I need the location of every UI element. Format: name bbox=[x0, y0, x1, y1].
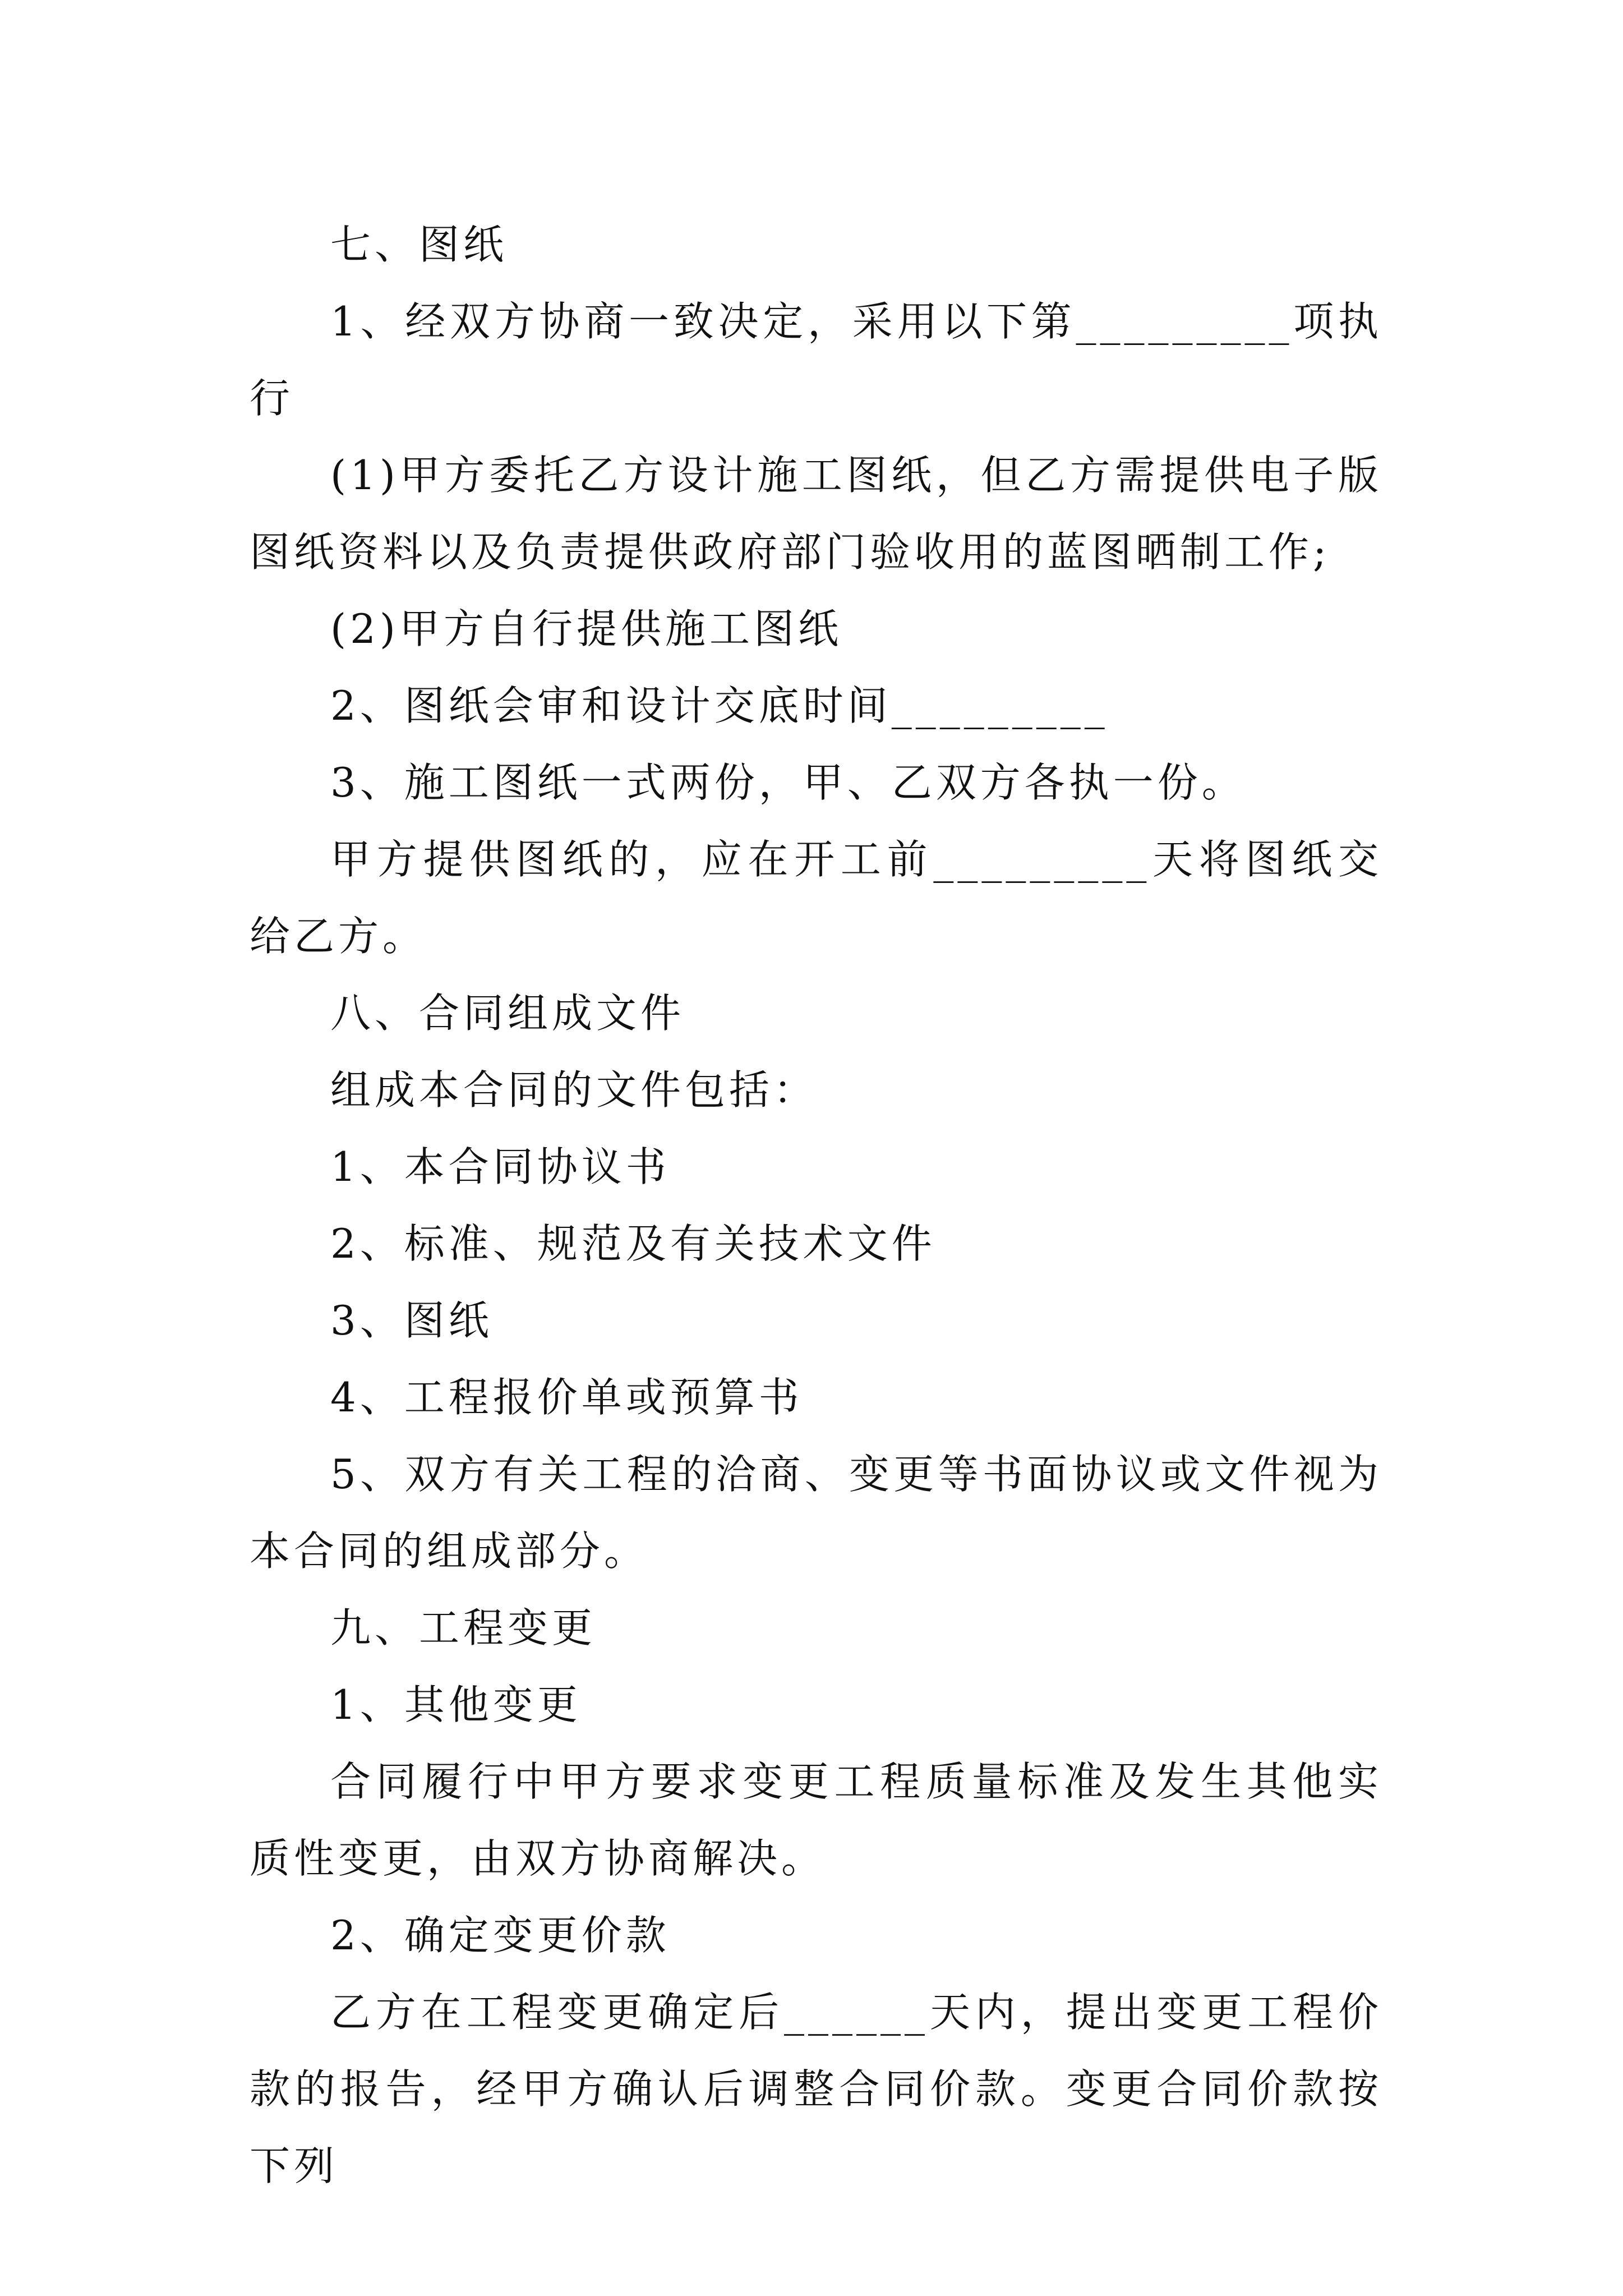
paragraph-documents-intro: 组成本合同的文件包括： bbox=[330, 1066, 818, 1114]
document-body bbox=[250, 206, 1382, 2205]
section-heading-contract-documents: 八、合同组成文件 bbox=[330, 990, 685, 1037]
paragraph-other-changes: 合同履行中甲方要求变更工程质量标准及发生其他实质性变更，由双方协商解决。 bbox=[250, 1758, 1382, 1882]
list-item-drawings: 3、图纸 bbox=[330, 1297, 493, 1344]
paragraph-copies: 3、施工图纸一式两份，甲、乙双方各执一份。 bbox=[330, 759, 1246, 806]
subheading-change-price: 2、确定变更价款 bbox=[330, 1912, 670, 1959]
subheading-other-changes: 1、其他变更 bbox=[330, 1681, 582, 1728]
paragraph-option-2: (2)甲方自行提供施工图纸 bbox=[330, 605, 842, 652]
list-item-agreement: 1、本合同协议书 bbox=[330, 1143, 670, 1190]
list-item-quotation: 4、工程报价单或预算书 bbox=[330, 1374, 803, 1421]
paragraph-review-time: 2、图纸会审和设计交底时间_________ bbox=[330, 682, 1109, 729]
list-item-negotiations: 5、双方有关工程的洽商、变更等书面协议或文件视为本合同的组成部分。 bbox=[250, 1451, 1382, 1575]
list-item-standards: 2、标准、规范及有关技术文件 bbox=[330, 1220, 936, 1267]
paragraph-change-price: 乙方在工程变更确定后______天内，提出变更工程价款的报告，经甲方确认后调整合同价款。变更合同价款按下列 bbox=[250, 1989, 1382, 2189]
section-heading-drawings: 七、图纸 bbox=[330, 221, 508, 268]
paragraph-delivery: 甲方提供图纸的，应在开工前_________天将图纸交给乙方。 bbox=[250, 836, 1382, 960]
paragraph-drawing-option: 1、经双方协商一致决定，采用以下第_________项执行 bbox=[250, 298, 1382, 422]
paragraph-option-1: (1)甲方委托乙方设计施工图纸，但乙方需提供电子版图纸资料以及负责提供政府部门验收用的蓝图晒制工作; bbox=[250, 452, 1382, 576]
section-heading-changes: 九、工程变更 bbox=[330, 1604, 597, 1651]
